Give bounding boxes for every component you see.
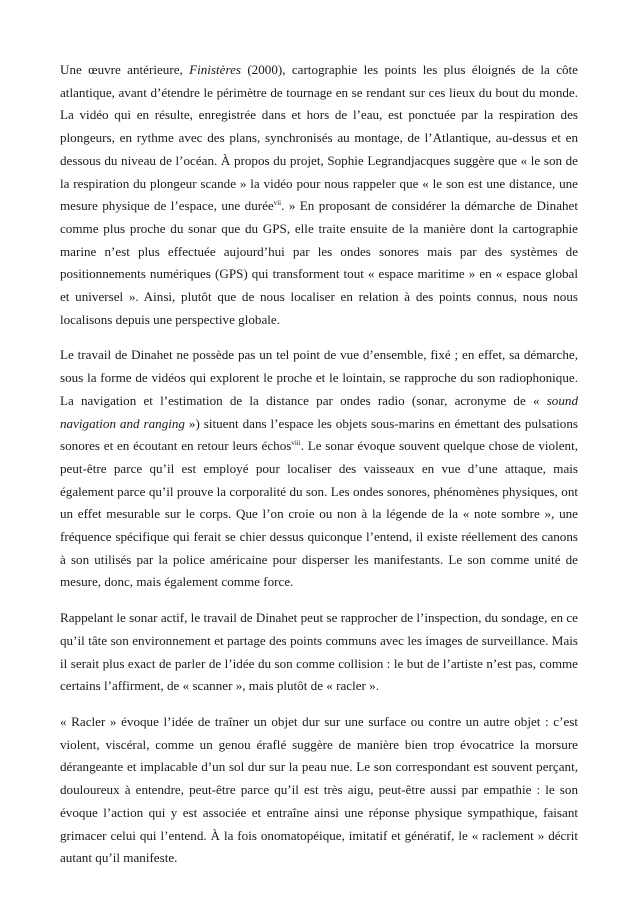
text-segment: Rappelant le sonar actif, le travail de Dinahet peut se rapprocher de l’inspection, du sondage, en ce qu’il tâte son environnement et partage des points communs avec les images de surveillance. Mais il serait plus exact de parler de l’idée du son comme collision : le but de l’artiste n’est pas, comme certains l’affirment, de « scanner », mais plutôt de « racler ». bbox=[60, 610, 578, 694]
text-segment: . » En proposant de considérer la démarche de Dinahet comme plus proche du sonar que du GPS, elle traite ensuite de la manière dont la cartographie marine n’est plus effectuée aujourd’hui par les ondes sonores mais par des systèmes de positionnements numériques (GPS) qui transforment tout « espace maritime » en « espace global et universel ». Ainsi, plutôt que de nous localiser en relation à des points connus, nous nous localisons depuis une perspective globale. bbox=[60, 198, 578, 327]
paragraph-racler bbox=[60, 711, 578, 870]
text-segment: « Racler » évoque l’idée de traîner un objet dur sur une surface ou contre un autre objet : c’est violent, viscéral, comme un genou éraflé suggère de manière bien trop évocatrice la morsure dérangeante et implacable d’un sol dur sur la peau nue. Le son correspondant est souvent perçant, douloureux à entendre, peut-être parce qu’il est très aigu, peut-être aussi par empathie : le son évoque l’action qui y est associée et entraîne ainsi une réponse physique sympathique, faisant grimacer celui qui l’entend. À la fois onomatopéique, imitatif et génératif, le « raclement » décrit autant qu’il manifeste. bbox=[60, 713, 578, 866]
text-segment: ») situent dans l’espace les objets sous-marins en émettant des pulsations sonores et en écoutant en retour leurs échos bbox=[60, 415, 578, 454]
text-segment: Le travail de Dinahet ne possède pas un tel point de vue d’ensemble, fixé ; en effet, sa démarche, sous la forme de vidéos qui explorent le proche et le lointain, se rapproche du son radiophonique. La navigation et l’estimation de la distance par ondes radio (sonar, acronyme de « bbox=[60, 347, 578, 408]
footnote-ref-vii[interactable]: vii bbox=[273, 199, 282, 208]
paragraph-finisteres bbox=[60, 59, 578, 331]
paragraph-inspection bbox=[60, 607, 578, 698]
italic-title-finisteres: Finistères bbox=[189, 62, 241, 77]
document-page bbox=[60, 59, 578, 883]
footnote-ref-viii[interactable]: viii bbox=[291, 439, 301, 448]
text-segment: . Le sonar évoque souvent quelque chose de violent, peut-être parce qu’il est employé pour localiser des vaisseaux en vue d’une attaque, mais également parce qu’il prouve la corporalité du son. Les ondes sonores, phénomènes physiques, ont un effet mesurable sur le corps. Que l’on croie ou non à la légende de la « note sombre », une fréquence spécifique qui ferait se chier dessus quiconque l’entend, il existe réellement des canons à son utilisés par la police américaine pour disperser les manifestants. Le son comme unité de mesure, donc, mais également comme force. bbox=[60, 438, 579, 590]
text-segment: Une œuvre antérieure, bbox=[60, 62, 190, 77]
italic-sonar-acronym: sound navigation and ranging bbox=[60, 392, 578, 431]
paragraph-sonar bbox=[60, 344, 578, 594]
text-segment: (2000), cartographie les points les plus éloignés de la côte atlantique, avant d’étendre le périmètre de tournage en se rendant sur ces lieux du bout du monde. La vidéo qui en résulte, enregistrée dans et hors de l’eau, est ponctuée par la respiration des plongeurs, en rythme avec des plans, synchronisés au montage, de l’Atlantique, au-dessus et en dessous du niveau de l’océan. À propos du projet, Sophie Legrandjacques suggère que « le son de la respiration du plongeur scande » la vidéo pour nous rappeler que « le son est une distance, une mesure physique de l’espace, une durée bbox=[60, 62, 578, 214]
